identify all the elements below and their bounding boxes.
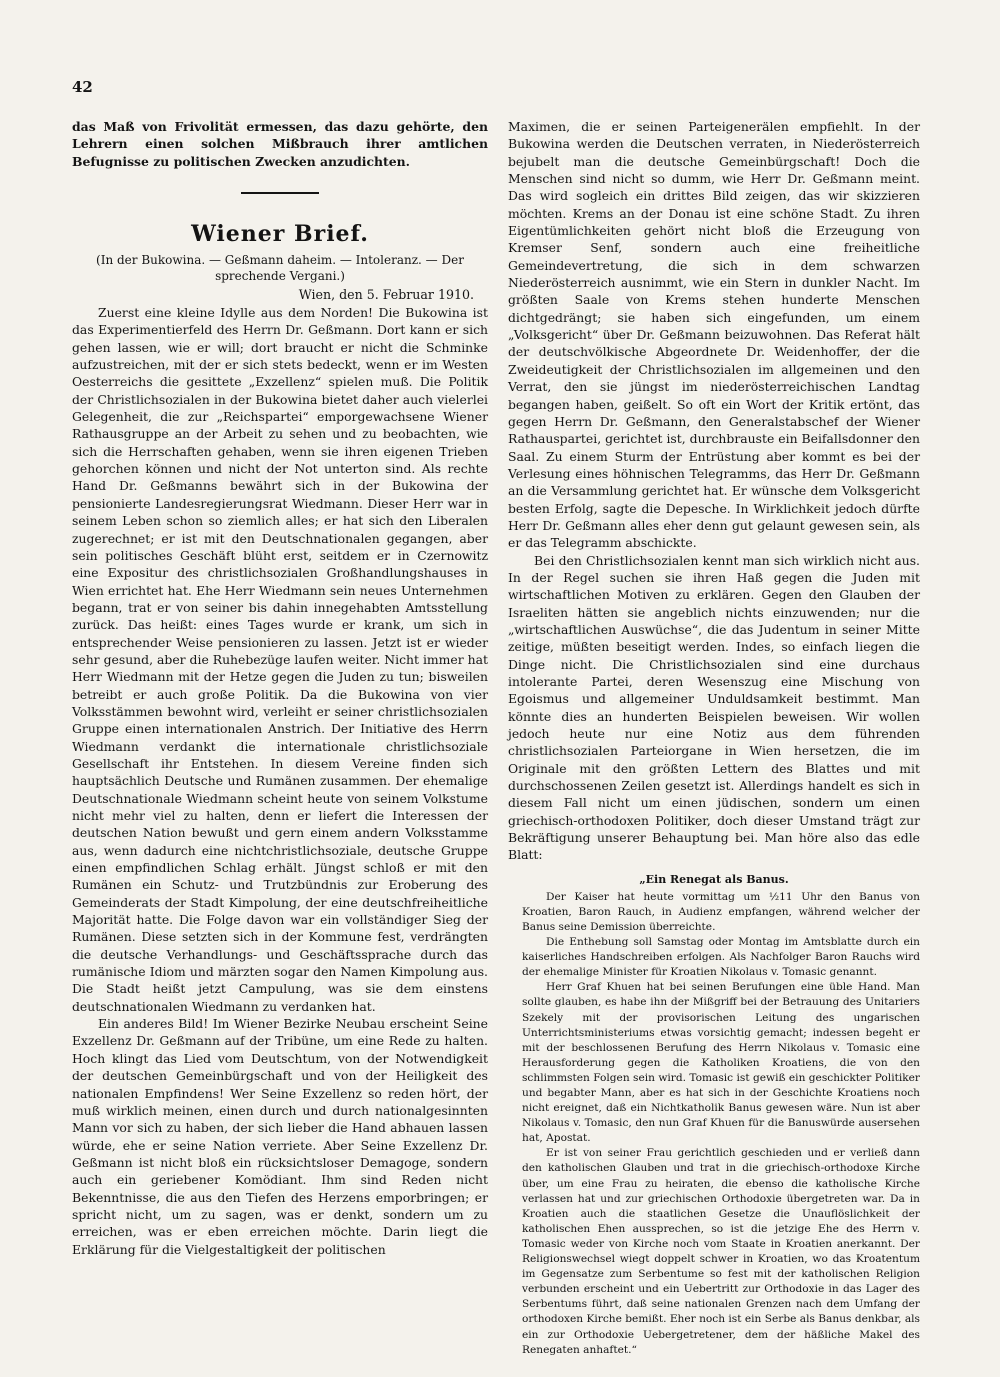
- quote-title: „Ein Renegat als Banus.: [639, 872, 789, 886]
- quote-paragraph: Herr Graf Khuen hat bei seinen Berufungen eine üble Hand. Man sollte glauben, es habe ihn der Mißgriff bei der Betrauung des Unitariers Szekely mit der provisorischen Leitung des ungarischen Unterrichtsministeriums etwas vorsichtig gemacht; indessen begeht er mit der beschlossenen Berufung des Herrn Nikolaus v. Tomasic eine Herausforderung gegen die Katholiken Kroatiens, die von den schlimmsten Folgen sein wird. Tomasic ist gewiß ein geschickter Politiker und begabter Mann, aber es hat sich in der Geschichte Kroatiens noch nicht ereignet, daß ein Nichtkatholik Banus gewesen wäre. Nun ist aber Nikolaus v. Tomasic, den nun Graf Khuen für die Banuswürde ausersehen hat, Apostat.: [522, 981, 920, 1145]
- article-subheading: (In der Bukowina. — Geßmann daheim. — Intoleranz. — Der sprechende Vergani.): [96, 253, 464, 284]
- section-divider: [241, 192, 319, 194]
- article-dateline: Wien, den 5. Februar 1910.: [298, 287, 474, 303]
- left-column: [72, 118, 488, 1258]
- body-paragraph: Zuerst eine kleine Idylle aus dem Norden! Die Bukowina ist das Experimentierfeld des Herrn Dr. Geßmann. Dort kann er sich gehen lassen, wie er will; dort braucht er nicht die Schminke aufzustreichen, mit der er sich stets bedeckt, wenn er im Westen Oesterreichs die gesittete „Exzellenz“ spielen muß. Die Politik der Christlichsozialen in der Bukowina bietet daher auch vielerlei Gelegenheit, die zur „Reichspartei“ emporgewachsene Wiener Rathausgruppe an der Arbeit zu sehen und zu beobachten, wie sich die Herrschaften gehaben, wenn sie ihren eigenen Trieben gehorchen können und nicht der Not unterton sind. Als rechte Hand Dr. Geßmanns bewährt sich in der Bukowina der pensionierte Landesregierungsrat Wiedmann. Dieser Herr war in seinem Leben schon so ziemlich alles; er hat sich den Liberalen zugerechnet; er ist mit den Deutschnationalen gegangen, aber sein politisches Geschäft blüht erst, seitdem er in Czernowitz eine Expositur des christlichsozialen Großhandlungshauses in Wien errichtet hat. Ehe Herr Wiedmann sein neues Unternehmen begann, trat er von seiner bis dahin innegehabten Amtsstellung zurück. Das heißt: eines Tages wurde er krank, um sich in entsprechender Weise pensionieren zu lassen. Jetzt ist er wieder sehr gesund, aber die Ruhebezüge laufen weiter. Nicht immer hat Herr Wiedmann mit der Hetze gegen die Juden zu tun; bisweilen betreibt er auch große Politik. Da die Bukowina von vier Volksstämmen bewohnt wird, verleiht er seiner christlichsozialen Gruppe einen internationalen Anstrich. Der Initiative des Herrn Wiedmann verdankt die internationale christlichsoziale Gesellschaft ihr Entstehen. In diesem Vereine finden sich hauptsächlich Deutsche und Rumänen zusammen. Der ehemalige Deutschnationale Wiedmann scheint heute von seinem Volkstume nicht mehr viel zu halten, denn er liefert die Interessen der deutschen Nation bewußt und gern einem andern Volksstamme aus, wenn dadurch eine nichtchristlichsoziale, deutsche Gruppe einen empfindlichen Schlag erhält. Jüngst schloß er mit den Rumänen ein Schutz- und Trutzbündnis zur Eroberung des Gemeinderats der Stadt Kimpolung, der eine deutschfreiheitliche Majorität hatte. Die Folge davon war ein vollständiger Sieg der Rumänen. Diese setzten sich in der Kommune fest, verdrängten die deutsche Verhandlungs- und Geschäftssprache durch das rumänische Idiom und märzten sogar den Namen Kimpolung aus. Die Stadt heißt jetzt Campulung, was sie dem einstens deutschnationalen Wiedmann zu verdanken hat.: [72, 305, 488, 1014]
- quote-paragraph: Er ist von seiner Frau gerichtlich geschieden und er verließ dann den katholischen Glauben und trat in die griechisch-orthodoxe Kirche über, um eine Frau zu heiraten, die ebenso die katholische Kirche verlassen hat und zur griechischen Orthodoxie übergetreten war. Da in Kroatien auch die staatlichen Gesetze die Unauflöslichkeit der katholischen Ehen aussprechen, so ist die jetzige Ehe des Herrn v. Tomasic weder von Kirche noch vom Staate in Kroatien anerkannt. Der Religionswechsel wiegt doppelt schwer in Kroatien, wo das Kroatentum im Gegensatze zum Serbentume so fest mit der katholischen Religion verbunden erscheint und ein Uebertritt zur Orthodoxie in das Lager des Serbentums führt, daß seine nationalen Grenzen nach dem Umfang der orthodoxen Kirche bemißt. Eher noch ist ein Serbe als Banus denkbar, als ein zur Orthodoxie Uebergetretener, dem der häßliche Makel des Renegaten anhaftet.“: [522, 1147, 920, 1356]
- body-paragraph: Bei den Christlichsozialen kennt man sich wirklich nicht aus. In der Regel suchen sie ihren Haß gegen die Juden mit wirtschaftlichen Motiven zu erklären. Gegen den Glauben der Israeliten hätten sie angeblich nichts einzuwenden; nur die „wirtschaftlichen Auswüchse“, die das Judentum in seiner Mitte zeitige, müßten beseitigt werden. Indes, so einfach liegen die Dinge nicht. Die Christlichsozialen sind eine durchaus intolerante Partei, deren Wesenszug eine Mischung von Egoismus und allgemeiner Unduldsamkeit bestimmt. Man könnte dies an hunderten Beispielen beweisen. Wir wollen jedoch heute nur eine Notiz aus dem führenden christlichsozialen Parteiorgane in Wien hersetzen, die im Originale mit den größten Lettern des Blattes und mit durchschossenen Zeilen gesetzt ist. Allerdings handelt es sich in diesem Fall nicht um einen jüdischen, sondern um einen griechisch-orthodoxen Politiker, doch dieser Umstand trägt zur Bekräftigung unserer Behauptung bei. Man höre also das edle Blatt:: [508, 552, 920, 863]
- body-paragraph: Maximen, die er seinen Parteigenerälen empfiehlt. In der Bukowina werden die Deutschen verraten, in Niederösterreich bejubelt man die deutsche Gemeinbürgschaft! Doch die Menschen sind nicht so dumm, wie Herr Dr. Geßmann meint. Das wird sogleich ein drittes Bild zeigen, das wir skizzieren möchten. Krems an der Donau ist eine schöne Stadt. Zu ihren Eigentümlichkeiten gehört nicht bloß die Erzeugung von Kremser Senf, sondern auch eine freiheitliche Gemeindevertretung, die sich in dem schwarzen Niederösterreich ausnimmt, wie ein Stern in dunkler Nacht. Im größten Saale von Krems stehen hunderte Menschen dichtgedrängt; sie haben sich eingefunden, um einem „Volksgericht“ über Dr. Geßmann beizuwohnen. Das Referat hält der deutschvölkische Abgeordnete Dr. Weidenhoffer, der die Zweideutigkeit der Christlichsozialen im allgemeinen und den Verrat, den sie jüngst im niederösterreichischen Landtag begangen haben, geißelt. So oft ein Wort der Kritik ertönt, das gegen Herrn Dr. Geßmann, den Generalstabschef der Wiener Rathauspartei, gerichtet ist, durchbrauste ein Beifallsdonner den Saal. Zu einem Sturm der Entrüstung aber kommt es bei der Verlesung eines höhnischen Telegramms, das Herr Dr. Geßmann an die Versammlung gerichtet hat. Er wünsche dem Volksgericht besten Erfolg, sagte die Depesche. In Wirklichkeit jedoch dürfte Herr Dr. Geßmann alles eher denn gut gelaunt gewesen sein, als er das Telegramm abschickte.: [508, 119, 920, 551]
- page-number: 42: [72, 78, 93, 96]
- quote-paragraph: Die Enthebung soll Samstag oder Montag im Amtsblatte durch ein kaiserliches Handschreiben erfolgen. Als Nachfolger Baron Rauchs wird der ehemalige Minister für Kroatien Nikolaus v. Tomasic genannt.: [522, 936, 920, 979]
- quote-paragraph: Der Kaiser hat heute vormittag um ½11 Uhr den Banus von Kroatien, Baron Rauch, in Audienz empfangen, während welcher der Banus seine Demission überreichte.: [522, 890, 920, 933]
- article-heading: Wiener Brief.: [191, 221, 369, 248]
- quoted-notice: [508, 890, 920, 1358]
- right-column: [508, 118, 920, 1358]
- body-paragraph: Ein anderes Bild! Im Wiener Bezirke Neubau erscheint Seine Exzellenz Dr. Geßmann auf der Tribüne, um eine Rede zu halten. Hoch klingt das Lied vom Deutschtum, von der Notwendigkeit der deutschen Gemeinbürgschaft und von der Heiligkeit des nationalen Empfindens! Wer Seine Exzellenz so reden hört, der muß wirklich meinen, einen durch und durch nationalgesinnten Mann vor sich zu haben, der sich lieber die Hand abhauen lassen würde, ehe er seine Nation verriete. Aber Seine Exzellenz Dr. Geßmann ist nicht bloß ein rücksichtsloser Demagoge, sondern auch ein geriebener Komödiant. Ihm sind Reden nicht Bekenntnisse, die aus den Tiefen des Herzens emporbringen; er spricht nicht, um zu sagen, was er denkt, sondern um zu erreichen, was er eben erreichen möchte. Darin liegt die Erklärung für die Vielgestaltigkeit der politischen: [72, 1016, 488, 1257]
- intro-paragraph: das Maß von Frivolität ermessen, das dazu gehörte, den Lehrern einen solchen Mißbrauch ihrer amtlichen Befugnisse zu politischen Zwecken anzudichten.: [72, 119, 488, 169]
